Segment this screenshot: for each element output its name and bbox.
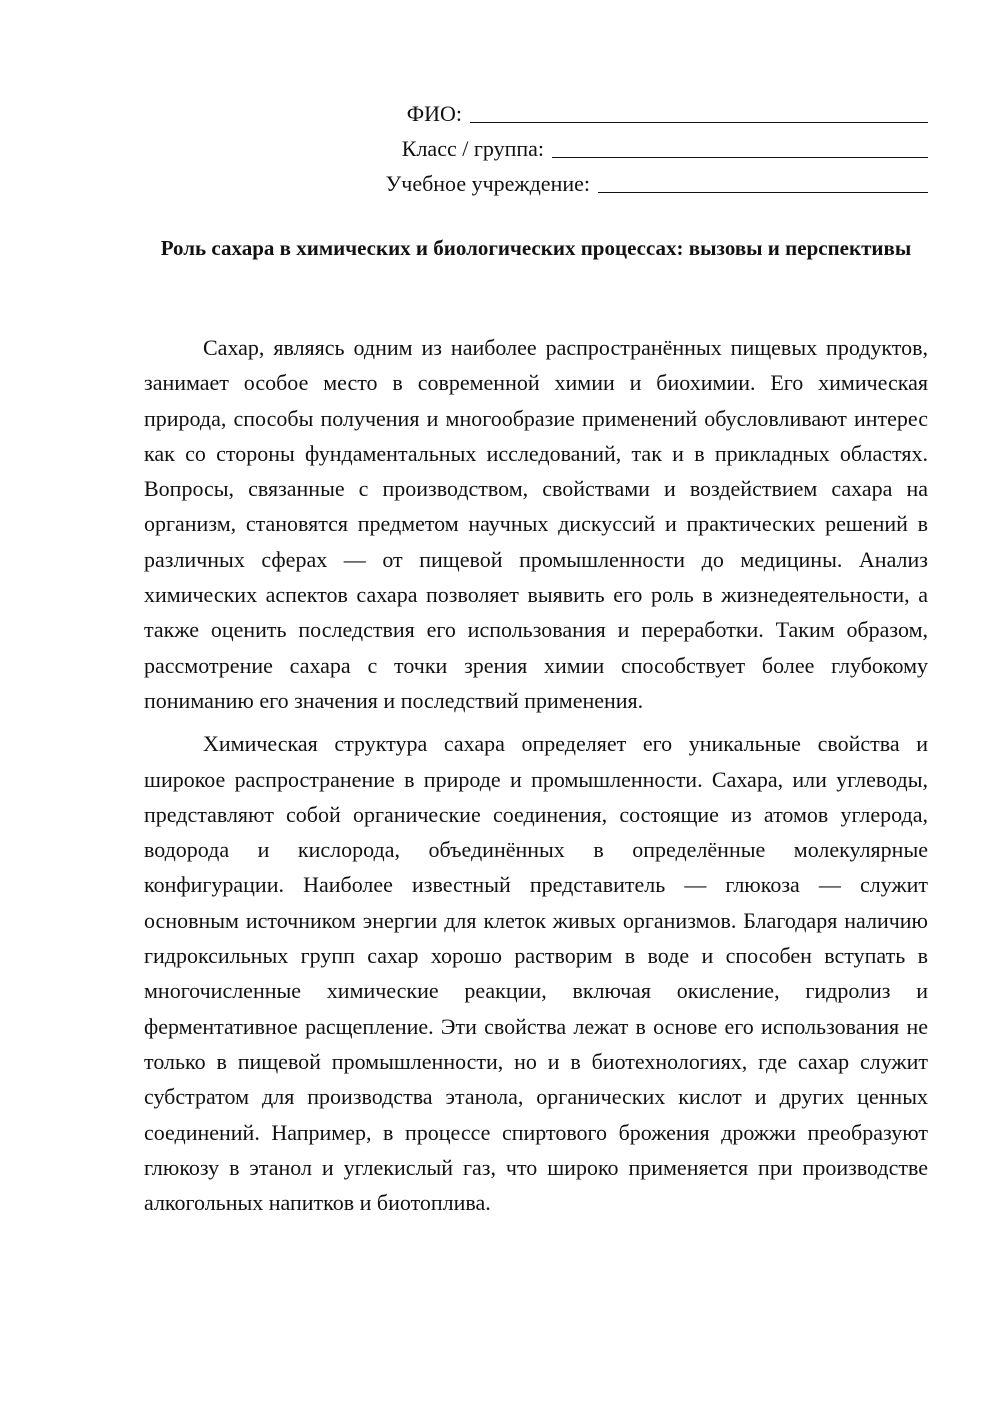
- school-blank-line[interactable]: [598, 170, 928, 193]
- student-info-fields: [360, 92, 928, 197]
- school-field: [360, 162, 928, 197]
- paragraph-intro: Сахар, являясь одним из наиболее распространённых пищевых продуктов, занимает особое место в современной химии и биохимии. Его химическая природа, способы получения и многообразие применений обусловливают интерес как со стороны фундаментальных исследований, так и в прикладных областях. Вопросы, связанные с производством, свойствами и воздействием сахара на организм, становятся предметом научных дискуссий и практических решений в различных сферах — от пищевой промышленности до медицины. Анализ химических аспектов сахара позволяет выявить его роль в жизнедеятельности, а также оценить последствия его использования и переработки. Таким образом, рассмотрение сахара с точки зрения химии способствует более глубокому пониманию его значения и последствий применения.: [144, 335, 928, 713]
- fio-field: [360, 92, 928, 127]
- class-field: [360, 127, 928, 162]
- fio-blank-line[interactable]: [470, 100, 928, 123]
- fio-label: ФИО:: [406, 101, 462, 126]
- document-title: Роль сахара в химических и биологических процессах: вызовы и перспективы: [160, 236, 912, 260]
- school-label: Учебное учреждение:: [385, 171, 590, 196]
- document-body: [144, 330, 928, 1228]
- class-label: Класс / группа:: [401, 136, 544, 161]
- class-blank-line[interactable]: [552, 135, 928, 158]
- paragraph-structure: Химическая структура сахара определяет его уникальные свойства и широкое распространение в природе и промышленности. Сахара, или углеводы, представляют собой органические соединения, состоящие из атомов углерода, водорода и кислорода, объединённых в определённые молекулярные конфигурации. Наиболее известный представитель — глюкоза — служит основным источником энергии для клеток живых организмов. Благодаря наличию гидроксильных групп сахар хорошо растворим в воде и способен вступать в многочисленные химические реакции, включая окисление, гидролиз и ферментативное расщепление. Эти свойства лежат в основе его использования не только в пищевой промышленности, но и в биотехнологиях, где сахар служит субстратом для производства этанола, органических кислот и других ценных соединений. Например, в процессе спиртового брожения дрожжи преобразуют глюкозу в этанол и углекислый газ, что широко применяется при производстве алкогольных напитков и биотоплива.: [144, 731, 928, 1216]
